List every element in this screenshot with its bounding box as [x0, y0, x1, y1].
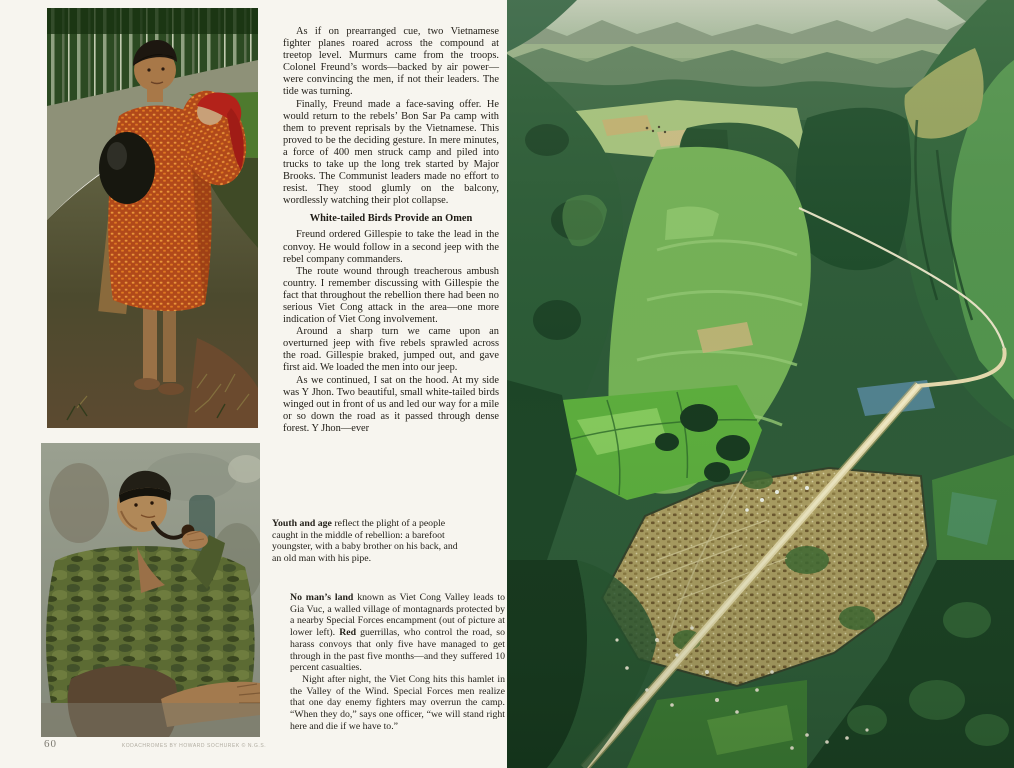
- article-paragraph: Finally, Freund made a face-saving offer. He would return to the rebels’ Bon Sar Pa camp with them to prevent reprisals by the Vietnamese. This proved to be the deciding gesture. In mere minutes, a force of 400 men struck camp and piled into trucks to take up the long trek started by Major Brooks. The Communist leaders made no effort to resist. They stood glumly on the balcony, wordlessly watching their plot collapse.: [283, 98, 499, 207]
- article-text-column: [283, 26, 499, 435]
- article-paragraph: As if on prearranged cue, two Vietnamese fighter planes roared across the compound at treetop level. Murmurs came from the troops. Colonel Freund’s words—backed by air power—were convincing the men, if not their leaders. The tide was turning.: [283, 26, 499, 98]
- caption-text: Night after night, the Viet Cong hits this hamlet in the Valley of the Wind. Special Forces men realize that one day enemy fighters may overrun the camp. “When they do,” says one officer, “we will stand right here and die if we have to.”: [290, 673, 505, 732]
- photo-aerial-viet-cong-valley: [507, 0, 1014, 768]
- caption-no-mans-land: [290, 592, 505, 732]
- caption-lead-red: Red: [339, 627, 357, 639]
- caption-youth-and-age: [272, 518, 466, 565]
- caption-text: known as Viet Cong Valley leads to Gia Vuc, a walled village of montagnards protected by a nearby Special Forces encampment (out of picture at lower left).: [290, 592, 506, 639]
- article-paragraph: As we continued, I sat on the hood. At my side was Y Jhon. Two beautiful, small white-tailed birds winged out in front of us and led our way for a mile or so down the road as it passed through dense forest. Y Jhon—ever: [283, 374, 499, 434]
- photo-tone-overlay: [507, 0, 1014, 768]
- caption-text: reflect the plight of a people caught in the middle of rebellion: a barefoot youngster, with a baby brother on his back, and an old man with his pipe.: [272, 518, 458, 565]
- article-paragraph: The route wound through treacherous ambush country. I remember discussing with Gillespie the fact that throughout the rebellion there had been no serious Viet Cong attack in the area—one more indication of Viet Cong involvement.: [283, 265, 499, 326]
- photo-boy-with-baby: [47, 8, 258, 428]
- article-paragraph: Freund ordered Gillespie to take the lead in the convoy. He would follow in a second jeep with the rebel company commanders.: [283, 229, 499, 265]
- caption-lead: Youth and age: [272, 518, 332, 529]
- photo-credit: KODACHROMES BY HOWARD SOCHUREK © N.G.S.: [121, 743, 267, 749]
- caption-text: guerrillas, who control the road, so harass convoys that only five have managed to get through in the past five months—and they suffered 10 percent casualties.: [290, 627, 505, 674]
- page-number: 60: [44, 738, 57, 750]
- photo-old-man-pipe: [41, 443, 260, 737]
- article-paragraph: Around a sharp turn we came upon an overturned jeep with five rebels sprawled across the road. Gillespie braked, jumped out, and gave first aid. We loaded the men into our jeep.: [283, 326, 499, 374]
- caption-lead: No man’s land: [290, 592, 354, 603]
- section-heading: White-tailed Birds Provide an Omen: [309, 213, 473, 225]
